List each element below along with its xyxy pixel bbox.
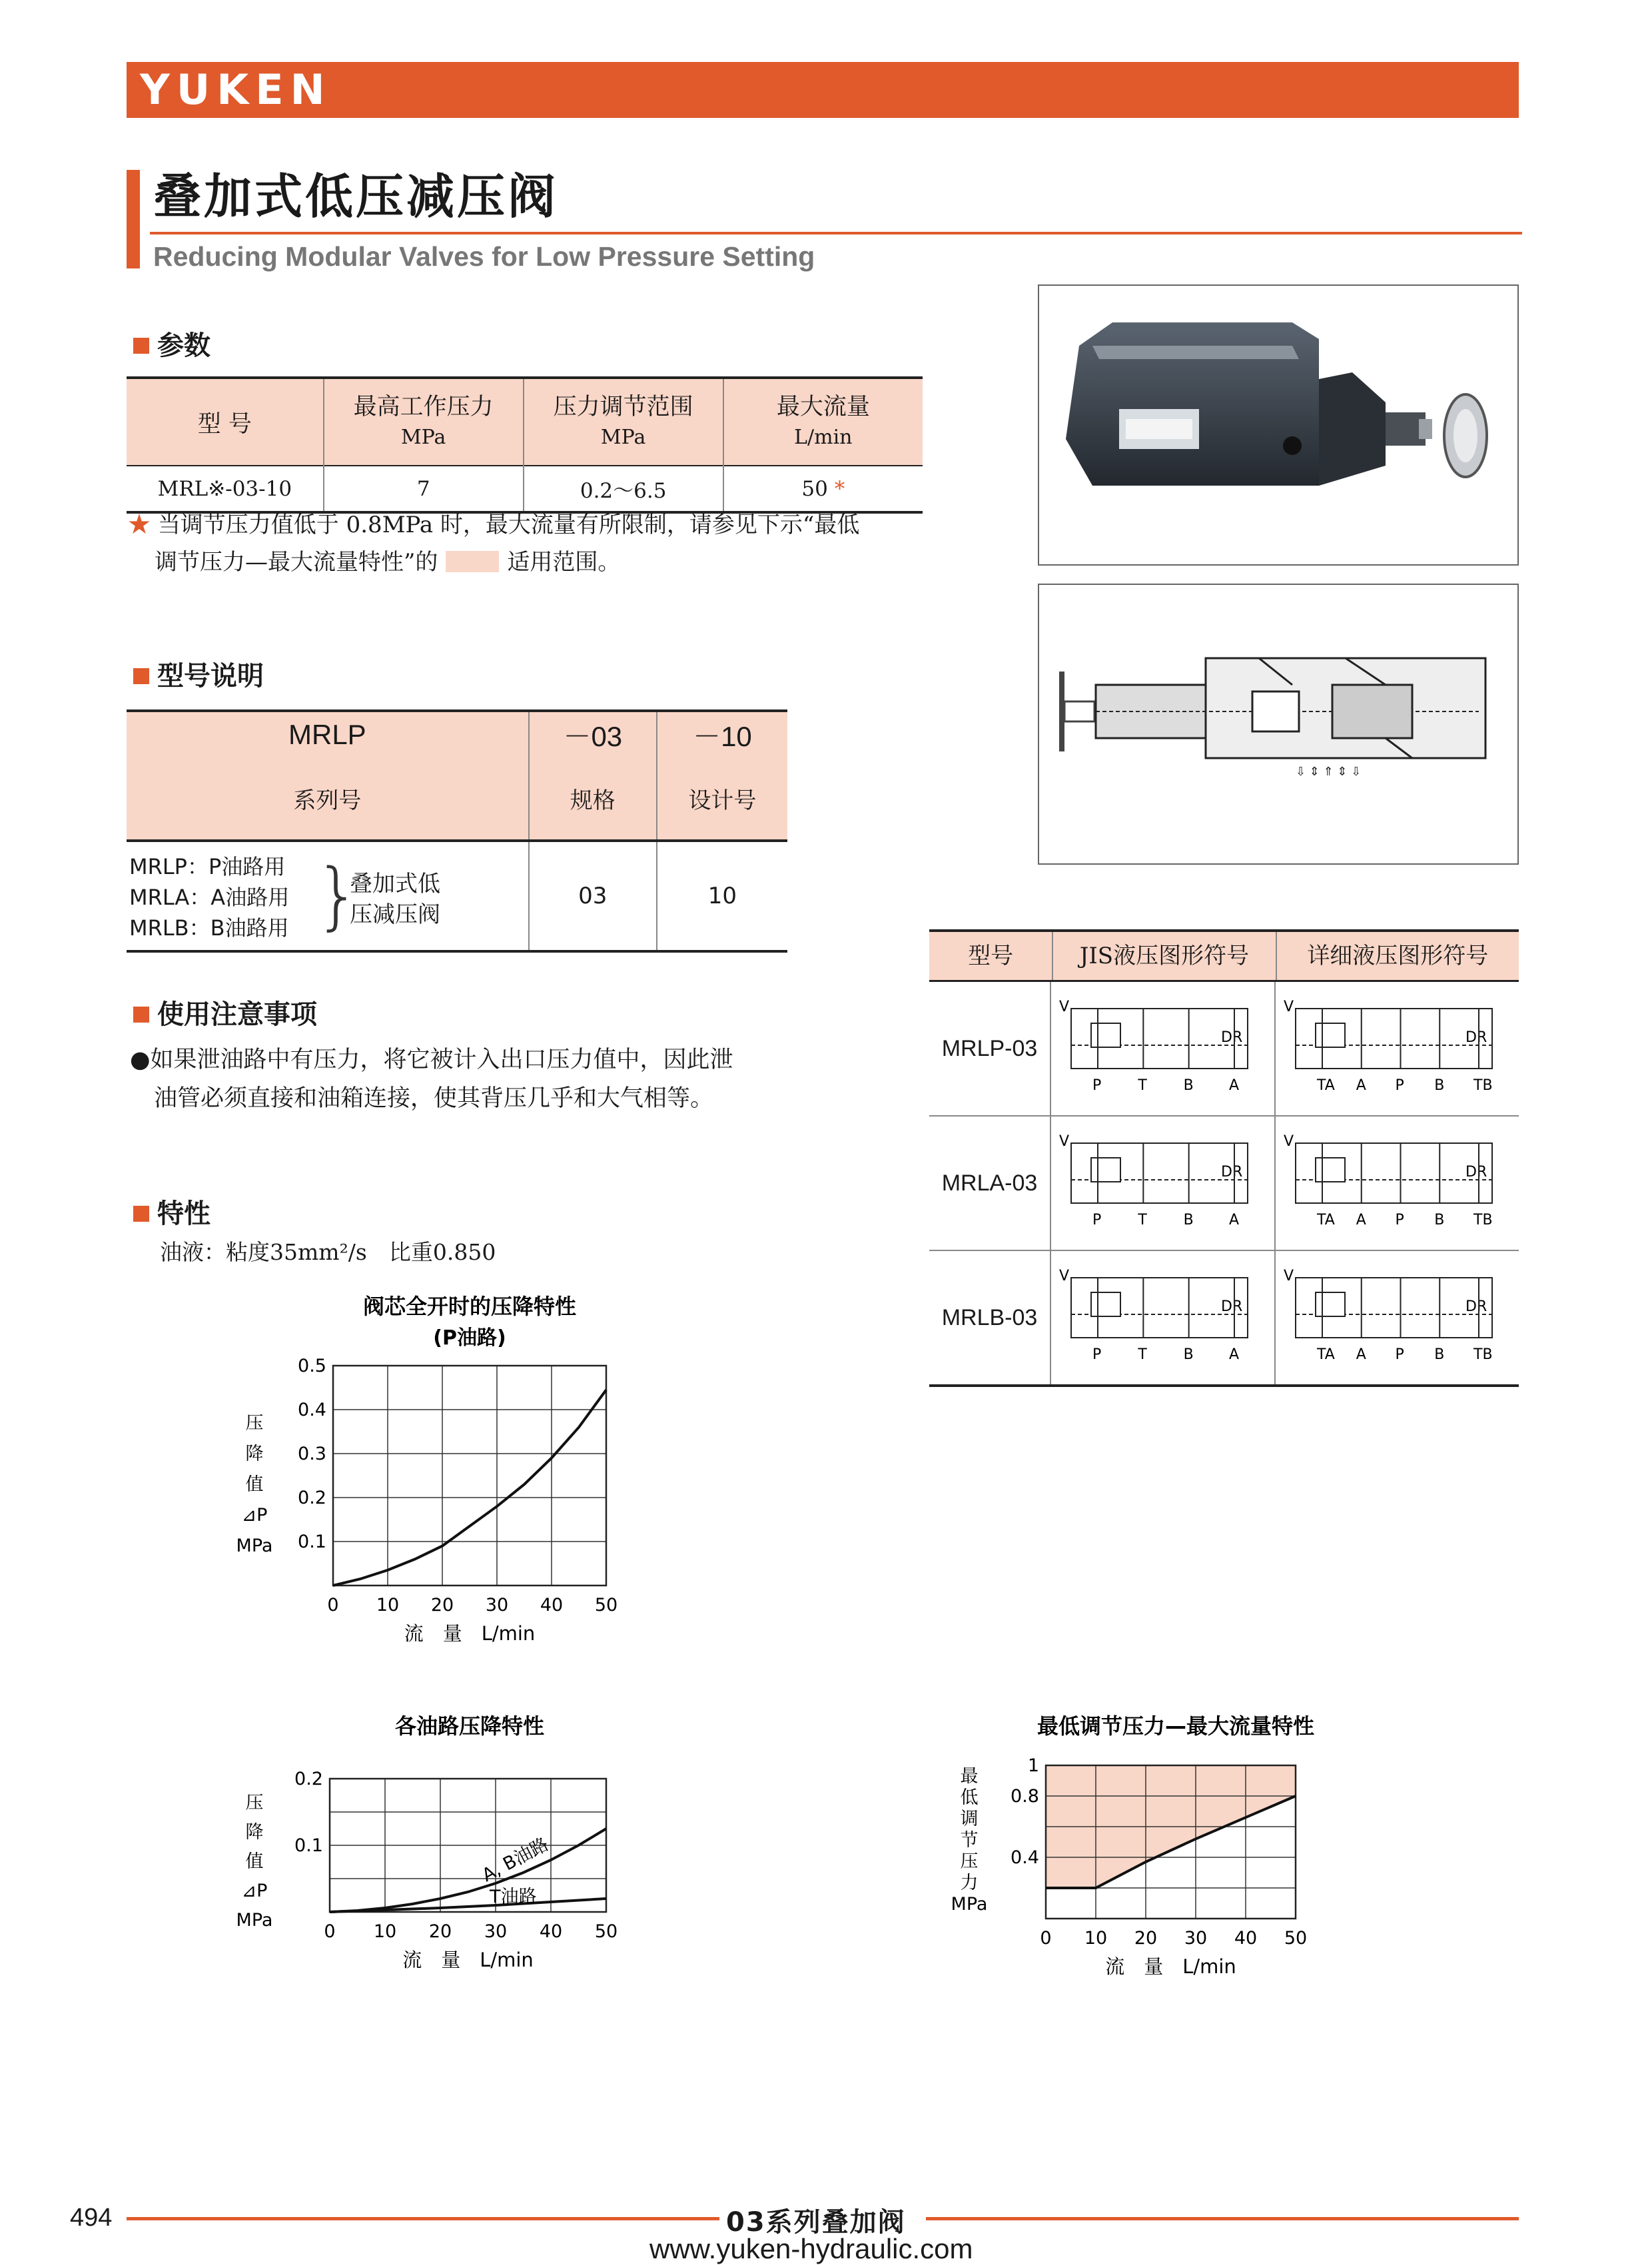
symbol-row bbox=[929, 982, 1519, 1117]
chart-title: 各油路压降特性 bbox=[394, 1713, 545, 1739]
label-v: V bbox=[1284, 1268, 1294, 1284]
jis-symbol-diagram bbox=[1051, 1251, 1274, 1384]
y-tick-label: 0.2 bbox=[294, 1769, 323, 1789]
valve-box bbox=[1316, 1023, 1345, 1047]
y-axis-label: 降 bbox=[245, 1444, 264, 1464]
detail-symbol-diagram bbox=[1276, 1251, 1519, 1384]
port-label: P bbox=[1395, 1077, 1404, 1094]
port-label: TA bbox=[1317, 1212, 1335, 1228]
cross-section-drawing bbox=[1038, 584, 1519, 865]
chart-ports-pressure-drop bbox=[226, 1712, 659, 2005]
port-label: TA bbox=[1317, 1346, 1335, 1363]
x-tick-label: 30 bbox=[485, 1595, 509, 1615]
y-axis-label: ⊿P bbox=[241, 1881, 268, 1901]
valve-box bbox=[1316, 1292, 1345, 1316]
x-tick-label: 40 bbox=[540, 1595, 564, 1615]
jis-symbol-diagram bbox=[1051, 982, 1274, 1115]
code-series: MRLP bbox=[127, 711, 529, 757]
variant-desc: 叠加式低 压减压阀 bbox=[350, 871, 440, 928]
port-label: B bbox=[1434, 1346, 1445, 1363]
port-label: A bbox=[1229, 1212, 1240, 1228]
footer-url[interactable]: www.yuken-hydraulic.com bbox=[649, 2233, 973, 2264]
variant-a: MRLA：A油路用 bbox=[129, 885, 290, 910]
product-photo bbox=[1038, 284, 1519, 566]
port-label: TB bbox=[1473, 1212, 1493, 1228]
label-dr: DR bbox=[1221, 1298, 1243, 1315]
page-subtitle: Reducing Modular Valves for Low Pressure Setting bbox=[153, 241, 815, 272]
detail-symbol-cell bbox=[1276, 1251, 1519, 1384]
sym-header-model: 型号 bbox=[929, 932, 1053, 980]
y-axis-label: ⊿P bbox=[241, 1505, 268, 1526]
x-tick-label: 40 bbox=[539, 1921, 563, 1942]
y-axis-label: 低 bbox=[960, 1787, 979, 1808]
chart-title: 阀芯全开时的压降特性 bbox=[362, 1294, 577, 1319]
symbol-row bbox=[929, 1251, 1519, 1387]
y-tick-label: 0.8 bbox=[1011, 1786, 1039, 1807]
label-v: V bbox=[1059, 1268, 1070, 1284]
y-tick-label: 0.4 bbox=[298, 1400, 326, 1420]
y-axis-label: 力 bbox=[960, 1873, 979, 1893]
section-square-icon bbox=[133, 1007, 149, 1023]
x-tick-label: 10 bbox=[1084, 1928, 1108, 1949]
y-axis-label: MPa bbox=[236, 1910, 273, 1931]
label-series: 系列号 bbox=[127, 757, 529, 841]
col-max-pressure-header: 最高工作压力 MPa bbox=[324, 378, 524, 466]
page-title: 叠加式低压减压阀 bbox=[153, 169, 559, 225]
section-model-heading: 型号说明 bbox=[133, 660, 264, 693]
size-value: 03 bbox=[529, 841, 657, 951]
cell-model: MRL※-03-10 bbox=[127, 466, 324, 512]
y-axis-label: 值 bbox=[245, 1851, 264, 1872]
symbol-model: MRLP-03 bbox=[929, 982, 1051, 1115]
params-note: ★ 当调节压力值低于 0.8MPa 时，最大流量有所限制，请参见下示“最低 调节压力—最大流量特性”的 适用范围。 bbox=[128, 512, 860, 576]
x-tick-label: 50 bbox=[594, 1595, 618, 1615]
valve-box bbox=[1091, 1023, 1120, 1047]
port-label: T bbox=[1138, 1346, 1147, 1363]
port-label: A bbox=[1356, 1346, 1366, 1363]
star-icon: ★ bbox=[128, 512, 151, 538]
svg-text:⇩ ⇕ ⇑ ⇕ ⇩: ⇩ ⇕ ⇑ ⇕ ⇩ bbox=[1296, 765, 1362, 779]
y-tick-label: 0.4 bbox=[1011, 1847, 1039, 1868]
sym-header-jis: JIS液压图形符号 bbox=[1053, 932, 1276, 980]
cell-max-flow: 50 * bbox=[801, 476, 845, 501]
params-table bbox=[127, 376, 923, 514]
x-tick-label: 10 bbox=[376, 1595, 400, 1615]
port-label: P bbox=[1092, 1212, 1102, 1228]
x-tick-label: 20 bbox=[428, 1921, 452, 1942]
range-swatch bbox=[446, 551, 499, 572]
port-label: B bbox=[1183, 1346, 1194, 1363]
port-label: B bbox=[1183, 1212, 1194, 1228]
section-characteristics-heading: 特性 bbox=[133, 1197, 210, 1230]
sym-header-detail: 详细液压图形符号 bbox=[1307, 943, 1489, 969]
design-value: 10 bbox=[707, 883, 737, 909]
variants-cell bbox=[127, 841, 529, 951]
caution-text: ●如果泄油路中有压力，将它被计入出口压力值中，因此泄 油管必须直接和油箱连接，使其背压几乎和大气相等。 bbox=[130, 1047, 733, 1112]
label-dr: DR bbox=[1221, 1164, 1243, 1180]
jis-symbol-cell bbox=[1051, 1117, 1276, 1250]
footer-rule-left bbox=[127, 2217, 719, 2220]
x-tick-label: 30 bbox=[484, 1921, 508, 1942]
detail-symbol-cell bbox=[1276, 982, 1519, 1115]
symbols-table bbox=[929, 929, 1519, 1387]
col-range-header: 压力调节范围 MPa bbox=[524, 378, 723, 466]
x-axis-label: 流 量 L/min bbox=[402, 1949, 534, 1971]
fluid-spec: 油液：粘度35mm²/s 比重0.850 bbox=[160, 1239, 496, 1265]
series-line bbox=[330, 1899, 606, 1912]
y-axis-label: 压 bbox=[245, 1793, 264, 1813]
port-label: A bbox=[1356, 1077, 1366, 1094]
valve-photo-image bbox=[1039, 286, 1517, 564]
model-code-table bbox=[127, 709, 787, 953]
x-tick-label: 50 bbox=[594, 1921, 618, 1942]
valve-box bbox=[1316, 1158, 1345, 1182]
x-tick-label: 40 bbox=[1234, 1928, 1258, 1949]
y-axis-label: 节 bbox=[960, 1830, 979, 1851]
y-axis-label: MPa bbox=[236, 1536, 273, 1556]
y-axis-label: 最 bbox=[960, 1766, 979, 1787]
variant-list bbox=[129, 851, 289, 943]
port-label: T bbox=[1138, 1077, 1147, 1094]
y-tick-label: 0.1 bbox=[294, 1835, 323, 1856]
series-line bbox=[330, 1829, 606, 1912]
code-design: －10 bbox=[693, 721, 752, 752]
y-tick-label: 0.5 bbox=[298, 1356, 326, 1376]
y-axis-label: 压 bbox=[960, 1851, 979, 1872]
x-tick-label: 0 bbox=[327, 1595, 339, 1615]
y-tick-label: 0.3 bbox=[298, 1444, 326, 1464]
symbol-rows bbox=[929, 982, 1519, 1387]
port-label: P bbox=[1395, 1346, 1404, 1363]
y-axis-label: 值 bbox=[245, 1474, 264, 1495]
x-tick-label: 50 bbox=[1284, 1928, 1308, 1949]
y-axis-label: 降 bbox=[245, 1822, 264, 1843]
series-label: T油路 bbox=[490, 1887, 537, 1907]
cell-max-pressure: 7 bbox=[324, 466, 524, 512]
series-line bbox=[333, 1390, 606, 1586]
label-dr: DR bbox=[1221, 1029, 1243, 1046]
jis-symbol-cell bbox=[1051, 982, 1276, 1115]
x-axis-label: 流 量 L/min bbox=[1105, 1955, 1236, 1978]
detail-symbol-diagram bbox=[1276, 982, 1519, 1115]
valve-section-image bbox=[1039, 585, 1517, 863]
chart-title: 最低调节压力—最大流量特性 bbox=[1036, 1713, 1315, 1739]
x-tick-label: 0 bbox=[324, 1921, 336, 1942]
label-design: 设计号 bbox=[688, 787, 757, 814]
chart-subtitle: (P油路) bbox=[433, 1326, 506, 1350]
port-label: B bbox=[1183, 1077, 1194, 1094]
label-v: V bbox=[1284, 999, 1294, 1015]
detail-symbol-diagram bbox=[1276, 1117, 1519, 1250]
label-v: V bbox=[1284, 1133, 1294, 1150]
x-tick-label: 30 bbox=[1184, 1928, 1208, 1949]
port-label: TB bbox=[1473, 1346, 1493, 1363]
port-label: P bbox=[1092, 1077, 1102, 1094]
port-label: A bbox=[1229, 1346, 1240, 1363]
x-tick-label: 20 bbox=[430, 1595, 454, 1615]
label-v: V bbox=[1059, 999, 1070, 1015]
footer-series: 03系列叠加阀 bbox=[726, 2207, 906, 2238]
port-label: P bbox=[1395, 1212, 1404, 1228]
title-rule bbox=[150, 232, 1522, 234]
symbol-model: MRLB-03 bbox=[929, 1251, 1051, 1384]
port-label: A bbox=[1356, 1212, 1366, 1228]
footer-rule-right bbox=[926, 2217, 1519, 2220]
brand-logo: YUKEN bbox=[140, 65, 332, 114]
chart-p-pressure-drop bbox=[226, 1279, 659, 1665]
section-caution-heading: 使用注意事项 bbox=[133, 998, 317, 1031]
section-square-icon bbox=[133, 1206, 149, 1222]
y-axis-label: MPa bbox=[951, 1894, 988, 1915]
col-max-flow-header: 最大流量 L/min bbox=[776, 393, 870, 449]
col-model-header: 型 号 bbox=[127, 378, 324, 466]
code-size: －03 bbox=[529, 711, 657, 757]
valve-box bbox=[1091, 1158, 1120, 1182]
y-tick-label: 0.1 bbox=[298, 1532, 326, 1552]
y-tick-label: 0.2 bbox=[298, 1488, 326, 1508]
x-tick-label: 20 bbox=[1134, 1928, 1158, 1949]
port-label: B bbox=[1434, 1212, 1445, 1228]
y-axis-label: 压 bbox=[245, 1413, 264, 1434]
page-number: 494 bbox=[70, 2204, 113, 2232]
port-label: A bbox=[1229, 1077, 1240, 1094]
x-axis-label: 流 量 L/min bbox=[404, 1622, 536, 1645]
port-label: B bbox=[1434, 1077, 1445, 1094]
port-label: P bbox=[1092, 1346, 1102, 1363]
x-tick-label: 10 bbox=[373, 1921, 397, 1942]
title-accent-bar bbox=[127, 170, 140, 268]
y-tick-label: 1 bbox=[1027, 1755, 1039, 1776]
jis-symbol-cell bbox=[1051, 1251, 1276, 1384]
port-label: TA bbox=[1317, 1077, 1335, 1094]
valve-box bbox=[1091, 1292, 1120, 1316]
section-square-icon bbox=[133, 338, 149, 354]
cell-range: 0.2～6.5 bbox=[524, 466, 723, 512]
section-square-icon bbox=[133, 668, 149, 684]
symbol-row bbox=[929, 1117, 1519, 1251]
chart-min-pressure-max-flow bbox=[946, 1712, 1372, 2005]
series-label: A, B油路 bbox=[478, 1834, 552, 1887]
port-label: TB bbox=[1473, 1077, 1493, 1094]
jis-symbol-diagram bbox=[1051, 1117, 1274, 1250]
detail-symbol-cell bbox=[1276, 1117, 1519, 1250]
port-label: T bbox=[1138, 1212, 1147, 1228]
x-tick-label: 0 bbox=[1040, 1928, 1052, 1949]
variant-b: MRLB：B油路用 bbox=[129, 915, 289, 941]
variant-p: MRLP：P油路用 bbox=[129, 854, 286, 879]
label-dr: DR bbox=[1465, 1029, 1487, 1046]
brace-icon: } bbox=[314, 853, 361, 938]
y-axis-label: 调 bbox=[960, 1809, 979, 1829]
section-params-heading: 参数 bbox=[133, 329, 210, 362]
symbol-model: MRLA-03 bbox=[929, 1117, 1051, 1250]
label-v: V bbox=[1059, 1133, 1070, 1150]
label-size: 规格 bbox=[529, 757, 657, 841]
plot-frame bbox=[333, 1366, 606, 1586]
header-banner bbox=[127, 62, 1519, 118]
label-dr: DR bbox=[1465, 1164, 1487, 1180]
label-dr: DR bbox=[1465, 1298, 1487, 1315]
